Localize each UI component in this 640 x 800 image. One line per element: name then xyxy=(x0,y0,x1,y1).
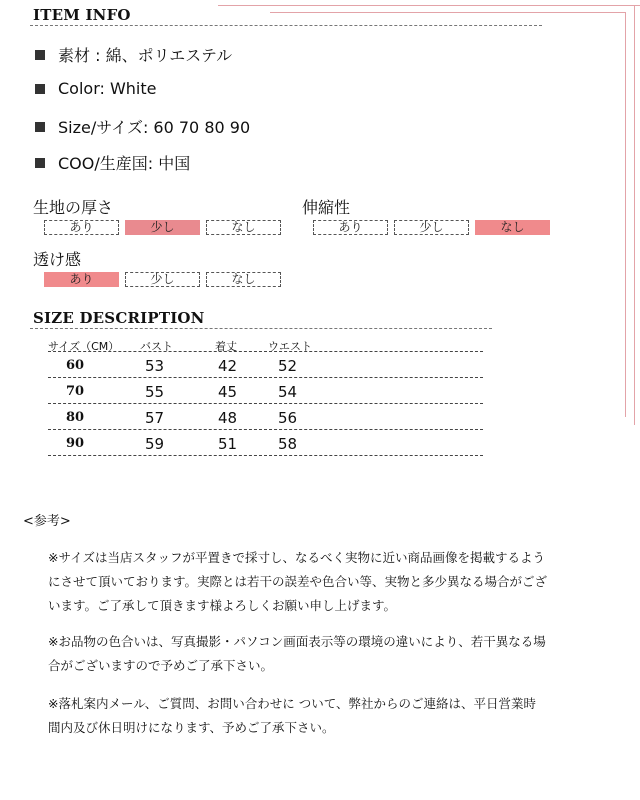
stretch-option-sukoshi: 少し xyxy=(394,220,469,235)
sheer-option-ari: あり xyxy=(44,272,119,287)
cell-size: 80 xyxy=(66,410,85,425)
frame-line-right-inner xyxy=(625,12,626,417)
square-bullet-icon xyxy=(35,122,45,132)
frame-line-top xyxy=(218,5,640,6)
cell-bust: 59 xyxy=(145,435,165,453)
square-bullet-icon xyxy=(35,158,45,168)
spec-color xyxy=(35,79,157,98)
thickness-option-nashi: なし xyxy=(206,220,281,235)
cell-bust: 53 xyxy=(145,357,165,375)
sheer-label: 透け感 xyxy=(33,250,82,269)
header-size: サイズ（CM） xyxy=(48,340,120,353)
sheer-option-sukoshi: 少し xyxy=(125,272,200,287)
stretch-options xyxy=(313,220,550,235)
spec-size xyxy=(35,115,250,138)
header-waist: ウエスト xyxy=(268,340,312,353)
note-paragraph-size: ※サイズは当店スタッフが平置きで採寸し、なるべく実物に近い商品画像を掲載するようにさせて頂いております。実際とは若干の誤差や色合い等、実物と多少異なる場合がございます。ご了承して頂きます様よろしくお願い申し上げます。 xyxy=(48,550,548,613)
note-paragraph-color: ※お品物の色合いは、写真撮影・パソコン画面表示等の環境の違いにより、若干異なる場合がございますので予めご了承下さい。 xyxy=(48,634,546,673)
size-description-title: SIZE DESCRIPTION xyxy=(33,309,205,327)
cell-bust: 57 xyxy=(145,409,165,427)
cell-waist: 52 xyxy=(278,357,298,375)
size-description-divider xyxy=(30,328,492,329)
table-row xyxy=(48,378,483,404)
thickness-label: 生地の厚さ xyxy=(33,198,114,217)
cell-waist: 58 xyxy=(278,435,298,453)
item-info-title: ITEM INFO xyxy=(33,6,131,24)
header-length: 着丈 xyxy=(215,340,237,353)
spec-color-text: Color: White xyxy=(58,79,157,98)
item-info-divider xyxy=(30,25,542,26)
sheer-options xyxy=(44,272,281,287)
size-table-header xyxy=(48,338,483,352)
stretch-option-nashi: なし xyxy=(475,220,550,235)
thickness-option-sukoshi: 少し xyxy=(125,220,200,235)
spec-material-text: 素材 : 綿、ポリエステル xyxy=(58,46,233,65)
spec-material xyxy=(35,43,232,66)
table-row xyxy=(48,404,483,430)
thickness-option-ari: あり xyxy=(44,220,119,235)
square-bullet-icon xyxy=(35,84,45,94)
square-bullet-icon xyxy=(35,50,45,60)
stretch-label: 伸縮性 xyxy=(302,198,351,217)
cell-length: 45 xyxy=(218,383,238,401)
cell-bust: 55 xyxy=(145,383,165,401)
table-row xyxy=(48,352,483,378)
cell-length: 42 xyxy=(218,357,238,375)
cell-length: 51 xyxy=(218,435,238,453)
header-bust: バスト xyxy=(140,340,173,353)
stretch-option-ari: あり xyxy=(313,220,388,235)
spec-size-text: Size/サイズ: 60 70 80 90 xyxy=(58,118,251,137)
cell-length: 48 xyxy=(218,409,238,427)
cell-waist: 56 xyxy=(278,409,298,427)
notes-title: <参考> xyxy=(23,514,71,529)
spec-coo xyxy=(35,151,190,174)
note-paragraph-contact: ※落札案内メール、ご質問、お問い合わせに ついて、弊社からのご連絡は、平日営業時間内及び休日明けになります、予めご了承下さい。 xyxy=(48,696,536,735)
cell-waist: 54 xyxy=(278,383,298,401)
cell-size: 60 xyxy=(66,358,85,373)
sheer-option-nashi: なし xyxy=(206,272,281,287)
spec-coo-text: COO/生産国: 中国 xyxy=(58,154,191,173)
frame-line-top-inner xyxy=(270,12,625,13)
table-row xyxy=(48,430,483,456)
cell-size: 70 xyxy=(66,384,85,399)
cell-size: 90 xyxy=(66,436,85,451)
size-table xyxy=(48,338,483,456)
thickness-options xyxy=(44,220,281,235)
frame-line-right-outer xyxy=(634,5,635,425)
